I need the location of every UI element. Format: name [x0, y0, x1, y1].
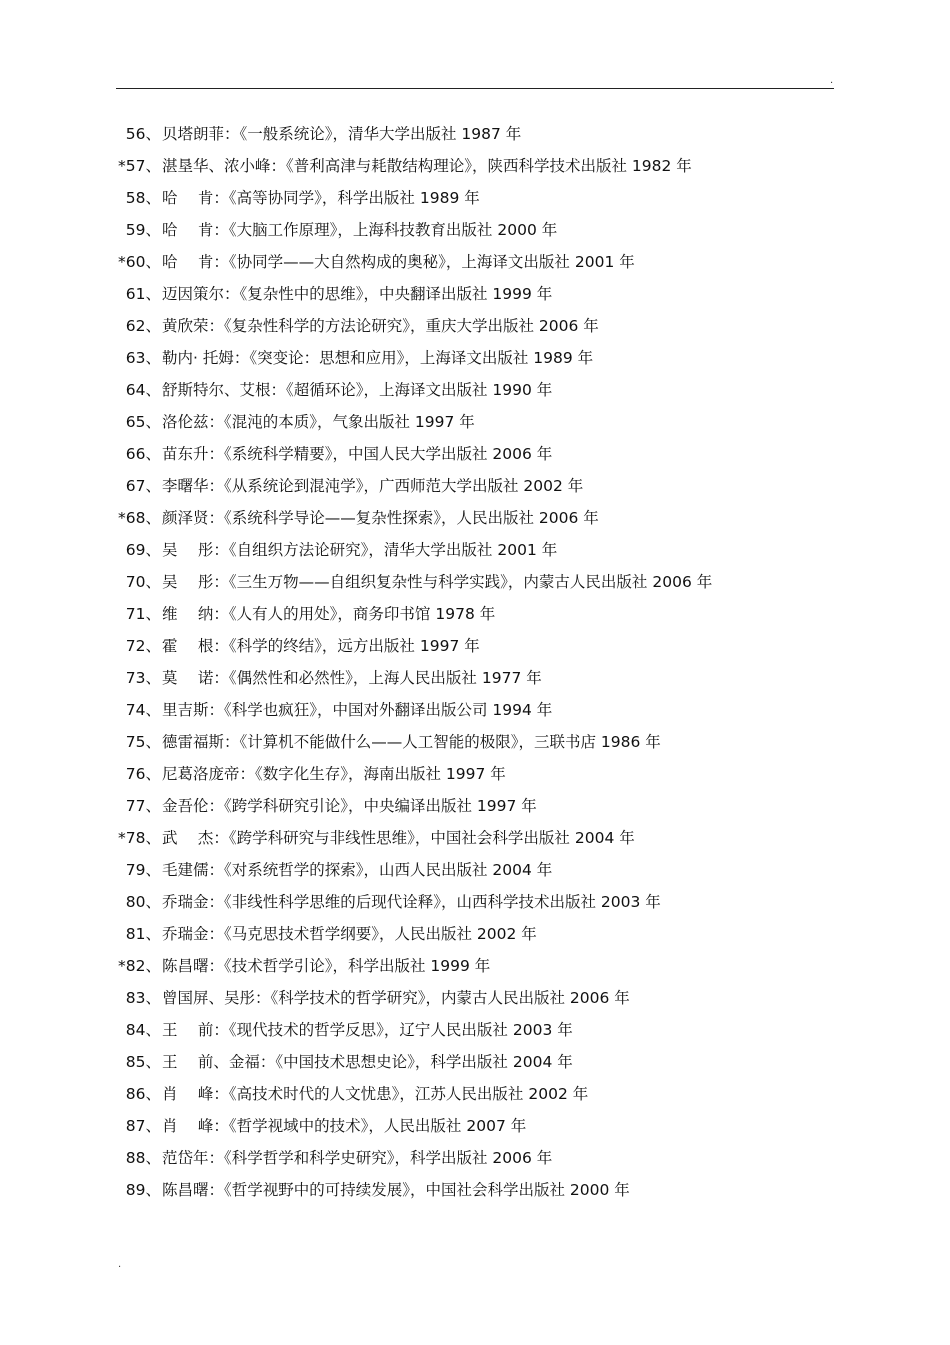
reference-entry — [0, 758, 950, 790]
reference-entry — [0, 246, 950, 278]
reference-number: 74、 — [125, 701, 161, 719]
reference-number: 64、 — [125, 381, 161, 399]
reference-entry — [0, 662, 950, 694]
reference-text: 哈 肯：《大脑工作原理》，上海科技教育出版社 2000 年 — [162, 221, 558, 239]
reference-text: 王 前、金福：《中国技术思想史论》，科学出版社 2004 年 — [162, 1053, 573, 1071]
reference-text: 舒斯特尔、艾根：《超循环论》，上海译文出版社 1990 年 — [162, 381, 553, 399]
reference-text: 德雷福斯：《计算机不能做什么——人工智能的极限》，三联书店 1986 年 — [162, 733, 661, 751]
reference-list — [0, 118, 950, 1206]
reference-text: 哈 肯：《高等协同学》，科学出版社 1989 年 — [162, 189, 480, 207]
reference-text: 迈因策尔：《复杂性中的思维》，中央翻译出版社 1999 年 — [162, 285, 553, 303]
reference-number: 85、 — [125, 1053, 161, 1071]
reference-number: 77、 — [125, 797, 161, 815]
reference-entry — [0, 1014, 950, 1046]
reference-text: 肖 峰：《高技术时代的人文忧患》，江苏人民出版社 2002 年 — [162, 1085, 589, 1103]
reference-entry — [0, 1174, 950, 1206]
reference-number: 86、 — [125, 1085, 161, 1103]
reference-number: 59、 — [125, 221, 161, 239]
reference-text: 金吾伦：《跨学科研究引论》，中央编译出版社 1997 年 — [162, 797, 537, 815]
reference-number: 63、 — [125, 349, 161, 367]
reference-number: 87、 — [125, 1117, 161, 1135]
reference-number: *78、 — [118, 829, 161, 847]
reference-text: 勒内· 托姆：《突变论：思想和应用》，上海译文出版社 1989 年 — [162, 349, 594, 367]
reference-number: 65、 — [125, 413, 161, 431]
reference-entry — [0, 438, 950, 470]
reference-entry — [0, 470, 950, 502]
reference-text: 湛垦华、浓小峰：《普利高津与耗散结构理论》，陕西科学技术出版社 1982 年 — [162, 157, 692, 175]
reference-number: 67、 — [125, 477, 161, 495]
reference-entry — [0, 118, 950, 150]
reference-entry — [0, 374, 950, 406]
reference-text: 陈昌曙：《技术哲学引论》，科学出版社 1999 年 — [162, 957, 491, 975]
reference-number: *57、 — [118, 157, 161, 175]
reference-number: 76、 — [125, 765, 161, 783]
reference-entry — [0, 886, 950, 918]
reference-entry — [0, 1142, 950, 1174]
reference-entry — [0, 790, 950, 822]
reference-entry — [0, 534, 950, 566]
reference-entry — [0, 502, 950, 534]
reference-text: 苗东升：《系统科学精要》，中国人民大学出版社 2006 年 — [162, 445, 553, 463]
reference-entry — [0, 278, 950, 310]
reference-text: 里吉斯：《科学也疯狂》，中国对外翻译出版公司 1994 年 — [162, 701, 553, 719]
reference-text: 哈 肯：《协同学——大自然构成的奥秘》，上海译文出版社 2001 年 — [162, 253, 635, 271]
reference-entry — [0, 150, 950, 182]
reference-entry — [0, 1046, 950, 1078]
reference-text: 乔瑞金：《非线性科学思维的后现代诠释》，山西科学技术出版社 2003 年 — [162, 893, 661, 911]
reference-number: 80、 — [125, 893, 161, 911]
reference-entry — [0, 214, 950, 246]
reference-number: *60、 — [118, 253, 161, 271]
reference-entry — [0, 694, 950, 726]
reference-entry — [0, 726, 950, 758]
reference-text: 李曙华：《从系统论到混沌学》，广西师范大学出版社 2002 年 — [162, 477, 584, 495]
reference-number: 70、 — [125, 573, 161, 591]
reference-text: 洛伦兹：《混沌的本质》，气象出版社 1997 年 — [162, 413, 475, 431]
reference-number: 89、 — [125, 1181, 161, 1199]
reference-text: 尼葛洛庞帝：《数字化生存》，海南出版社 1997 年 — [162, 765, 506, 783]
reference-number: 79、 — [125, 861, 161, 879]
reference-entry — [0, 950, 950, 982]
reference-number: 81、 — [125, 925, 161, 943]
reference-number: 69、 — [125, 541, 161, 559]
reference-number: 66、 — [125, 445, 161, 463]
reference-text: 贝塔朗菲：《一般系统论》，清华大学出版社 1987 年 — [162, 125, 522, 143]
reference-number: 72、 — [125, 637, 161, 655]
reference-number: 83、 — [125, 989, 161, 1007]
reference-text: 吴 彤：《自组织方法论研究》，清华大学出版社 2001 年 — [162, 541, 558, 559]
reference-entry — [0, 566, 950, 598]
reference-text: 王 前：《现代技术的哲学反思》，辽宁人民出版社 2003 年 — [162, 1021, 573, 1039]
reference-number: 88、 — [125, 1149, 161, 1167]
reference-entry — [0, 310, 950, 342]
reference-entry — [0, 342, 950, 374]
reference-number: *68、 — [118, 509, 161, 527]
reference-number: 61、 — [125, 285, 161, 303]
reference-text: 范岱年：《科学哲学和科学史研究》，科学出版社 2006 年 — [162, 1149, 553, 1167]
reference-entry — [0, 854, 950, 886]
reference-entry — [0, 822, 950, 854]
reference-text: 陈昌曙：《哲学视野中的可持续发展》，中国社会科学出版社 2000 年 — [162, 1181, 630, 1199]
reference-entry — [0, 982, 950, 1014]
reference-entry — [0, 1110, 950, 1142]
reference-entry — [0, 1078, 950, 1110]
reference-text: 吴 彤：《三生万物——自组织复杂性与科学实践》，内蒙古人民出版社 2006 年 — [162, 573, 713, 591]
reference-text: 霍 根：《科学的终结》，远方出版社 1997 年 — [162, 637, 480, 655]
reference-number: 75、 — [125, 733, 161, 751]
header-rule — [116, 88, 834, 89]
header-dot: . — [830, 75, 834, 86]
footer-dot: . — [118, 1259, 122, 1270]
reference-text: 武 杰：《跨学科研究与非线性思维》，中国社会科学出版社 2004 年 — [162, 829, 635, 847]
reference-number: 71、 — [125, 605, 161, 623]
reference-entry — [0, 918, 950, 950]
reference-entry — [0, 630, 950, 662]
reference-number: 56、 — [125, 125, 161, 143]
reference-entry — [0, 182, 950, 214]
reference-number: *82、 — [118, 957, 161, 975]
reference-text: 毛建儒：《对系统哲学的探索》，山西人民出版社 2004 年 — [162, 861, 553, 879]
reference-text: 肖 峰：《哲学视域中的技术》，人民出版社 2007 年 — [162, 1117, 527, 1135]
reference-text: 黄欣荣：《复杂性科学的方法论研究》，重庆大学出版社 2006 年 — [162, 317, 599, 335]
reference-entry — [0, 598, 950, 630]
reference-text: 乔瑞金：《马克思技术哲学纲要》，人民出版社 2002 年 — [162, 925, 537, 943]
reference-text: 曾国屏、吴彤：《科学技术的哲学研究》，内蒙古人民出版社 2006 年 — [162, 989, 630, 1007]
reference-text: 莫 诺：《偶然性和必然性》，上海人民出版社 1977 年 — [162, 669, 542, 687]
reference-number: 84、 — [125, 1021, 161, 1039]
reference-number: 73、 — [125, 669, 161, 687]
reference-text: 维 纳：《人有人的用处》，商务印书馆 1978 年 — [162, 605, 496, 623]
reference-number: 58、 — [125, 189, 161, 207]
reference-number: 62、 — [125, 317, 161, 335]
reference-text: 颜泽贤：《系统科学导论——复杂性探索》，人民出版社 2006 年 — [162, 509, 599, 527]
reference-entry — [0, 406, 950, 438]
